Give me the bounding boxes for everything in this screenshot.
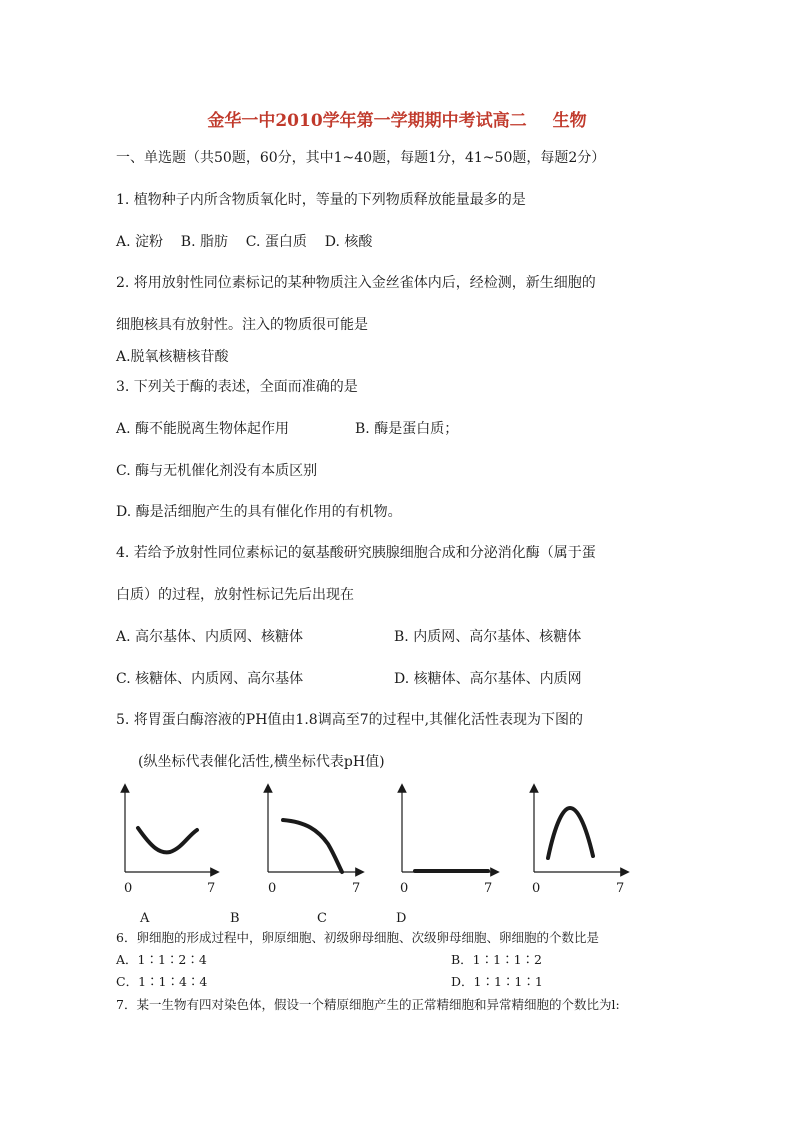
q4-stem-2: 白质）的过程，放射性标记先后出现在 <box>116 587 354 603</box>
graph-d-letter: D <box>396 911 407 926</box>
graph-b-x0: 0 <box>268 881 277 896</box>
graph-a-x0: 0 <box>124 881 133 896</box>
q5-note: (纵坐标代表催化活性,横坐标代表pH值) <box>138 754 385 770</box>
title-subject: 生物 <box>552 111 587 131</box>
graph-d <box>534 788 625 872</box>
q6-option-b: B．1∶1∶1∶2 <box>451 952 542 967</box>
q3-option-c: C. 酶与无机催化剂没有本质区别 <box>116 463 318 479</box>
q3-stem: 3. 下列关于酶的表述，全面而准确的是 <box>116 379 358 395</box>
graph-c-letter: C <box>317 911 327 926</box>
q4-option-a: A. 高尔基体、内质网、核糖体 <box>116 629 304 645</box>
q5-graphs <box>0 780 794 930</box>
q6-option-a: A．1∶1∶2∶4 <box>116 952 207 967</box>
graph-b-curve <box>283 820 342 872</box>
q1-stem: 1. 植物种子内所含物质氧化时，等量的下列物质释放能量最多的是 <box>116 192 526 208</box>
q6-stem: 6．卵细胞的形成过程中，卵原细胞、初级卵母细胞、次级卵母细胞、卵细胞的个数比是 <box>116 930 599 945</box>
q3-option-d: D. 酶是活细胞产生的具有催化作用的有机物。 <box>116 504 402 520</box>
q5-stem: 5. 将胃蛋白酶溶液的PH值由1.8调高至7的过程中,其催化活性表现为下图的 <box>116 712 584 728</box>
q4-option-d: D. 核糖体、高尔基体、内质网 <box>394 671 582 687</box>
graph-d-x1: 7 <box>616 881 625 896</box>
q3-option-a: A. 酶不能脱离生物体起作用 <box>116 421 290 437</box>
q2-stem-2: 细胞核具有放射性。注入的物质很可能是 <box>116 317 368 333</box>
q4-option-c: C. 核糖体、内质网、高尔基体 <box>116 671 304 687</box>
q6-option-c: C．1∶1∶4∶4 <box>116 974 208 989</box>
q2-options: A.脱氧核糖核苷酸 <box>116 349 229 365</box>
graph-a-letter: A <box>140 911 150 926</box>
q3-option-b: B. 酶是蛋白质； <box>355 421 459 437</box>
graph-a <box>125 788 215 872</box>
q4-stem-1: 4. 若给予放射性同位素标记的氨基酸研究胰腺细胞合成和分泌消化酶（属于蛋 <box>116 545 596 561</box>
graph-d-curve <box>548 808 593 858</box>
q1-options: A. 淀粉 B. 脂肪 C. 蛋白质 D. 核酸 <box>116 234 373 250</box>
graph-c <box>402 788 495 872</box>
q4-option-b: B. 内质网、高尔基体、核糖体 <box>394 629 582 645</box>
page-title <box>0 106 794 131</box>
graph-b-x1: 7 <box>352 881 361 896</box>
graph-b-letter: B <box>230 911 240 926</box>
graph-c-x0: 0 <box>400 881 409 896</box>
title-main: 金华一中2010学年第一学期期中考试高二 <box>207 111 527 131</box>
section-heading: 一、单选题（共50题，60分，其中1~40题，每题1分，41~50题，每题2分） <box>116 150 606 166</box>
q7-stem: 7．某一生物有四对染色体，假设一个精原细胞产生的正常精细胞和异常精细胞的个数比为l: <box>116 997 620 1012</box>
graph-b <box>268 788 360 872</box>
graph-a-curve <box>138 828 197 852</box>
q6-option-d: D．1∶1∶1∶1 <box>451 974 543 989</box>
q2-stem-1: 2. 将用放射性同位素标记的某种物质注入金丝雀体内后，经检测，新生细胞的 <box>116 275 596 291</box>
graph-c-x1: 7 <box>484 881 493 896</box>
graph-a-x1: 7 <box>207 881 216 896</box>
graph-d-x0: 0 <box>532 881 541 896</box>
